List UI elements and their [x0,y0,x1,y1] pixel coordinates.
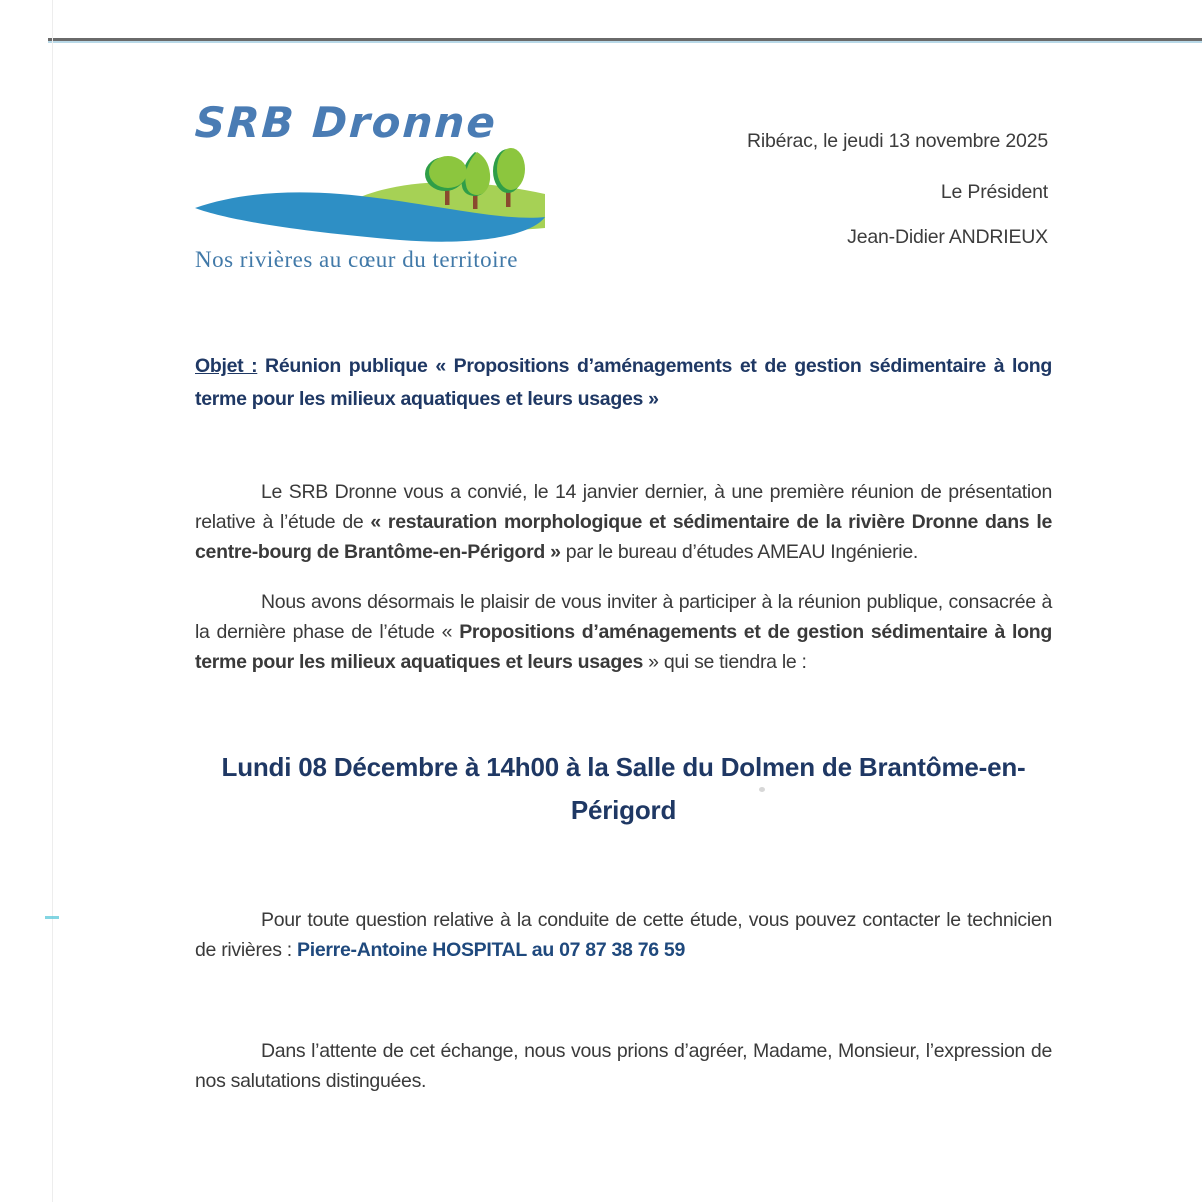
scan-edge-line [52,0,53,1202]
subject-label: Objet : [195,355,258,377]
contact-text: Pour toute question relative à la conduite de cette étude, vous pouvez contacter le technicien de rivières : [195,909,1052,961]
sender-title: Le Président [940,181,1048,203]
p2-text-end: » qui se tiendra le : [643,651,807,673]
subject-line [195,350,1052,416]
paragraph-contact [195,905,1052,965]
event-date-location-heading: Lundi 08 Décembre à 14h00 à la Salle du Dolmen de Brantôme-en-Périgord [221,752,1026,825]
subject-text: Réunion publique « Propositions d’aménagements et de gestion sédimentaire à long terme pour les milieux aquatiques et leurs usages » [195,355,1052,410]
p1-text-start: Le SRB Dronne vous a convié, le 14 janvier dernier, à une première réunion de présentation relative à l’étude de [195,481,1052,533]
tree1-crown [429,156,467,188]
contact-name-phone-bold: Pierre-Antoine HOSPITAL au 07 87 38 76 59 [297,939,685,961]
paragraph-first-meeting [195,477,1052,567]
logo-tagline: Nos rivières au cœur du territoire [195,247,518,272]
paragraph-closing: Dans l’attente de cet échange, nous vous prions d’agréer, Madame, Monsieur, l’expression de nos salutations distinguées. [195,1040,1052,1092]
p1-study-title-bold: « restauration morphologique et sédimentaire de la rivière Dronne dans le centre-bourg de Brantôme-en-Périgord » [195,511,1052,563]
tree2-crown [465,152,490,195]
paragraph-invitation [195,587,1052,677]
scan-cyan-tick [45,916,59,919]
letter-date-place: Ribérac, le jeudi 13 novembre 2025 [746,130,1048,152]
top-horizontal-rule-blue-shadow [48,41,1202,43]
logo-river-trees-illustration [195,138,545,246]
tree3-crown [497,148,525,190]
p2-study-phase-bold: Propositions d’aménagements et de gestion sédimentaire à long terme pour les milieux aquatiques et leurs usages [195,621,1052,673]
p1-text-end: par le bureau d’études AMEAU Ingénierie. [560,541,918,563]
sender-name: Jean-Didier ANDRIEUX [847,226,1048,248]
logo-wordmark: SRB Dronne [193,98,499,147]
p2-text-start: Nous avons désormais le plaisir de vous inviter à participer à la réunion publique, consacrée à la dernière phase de l’étude « [195,591,1052,643]
